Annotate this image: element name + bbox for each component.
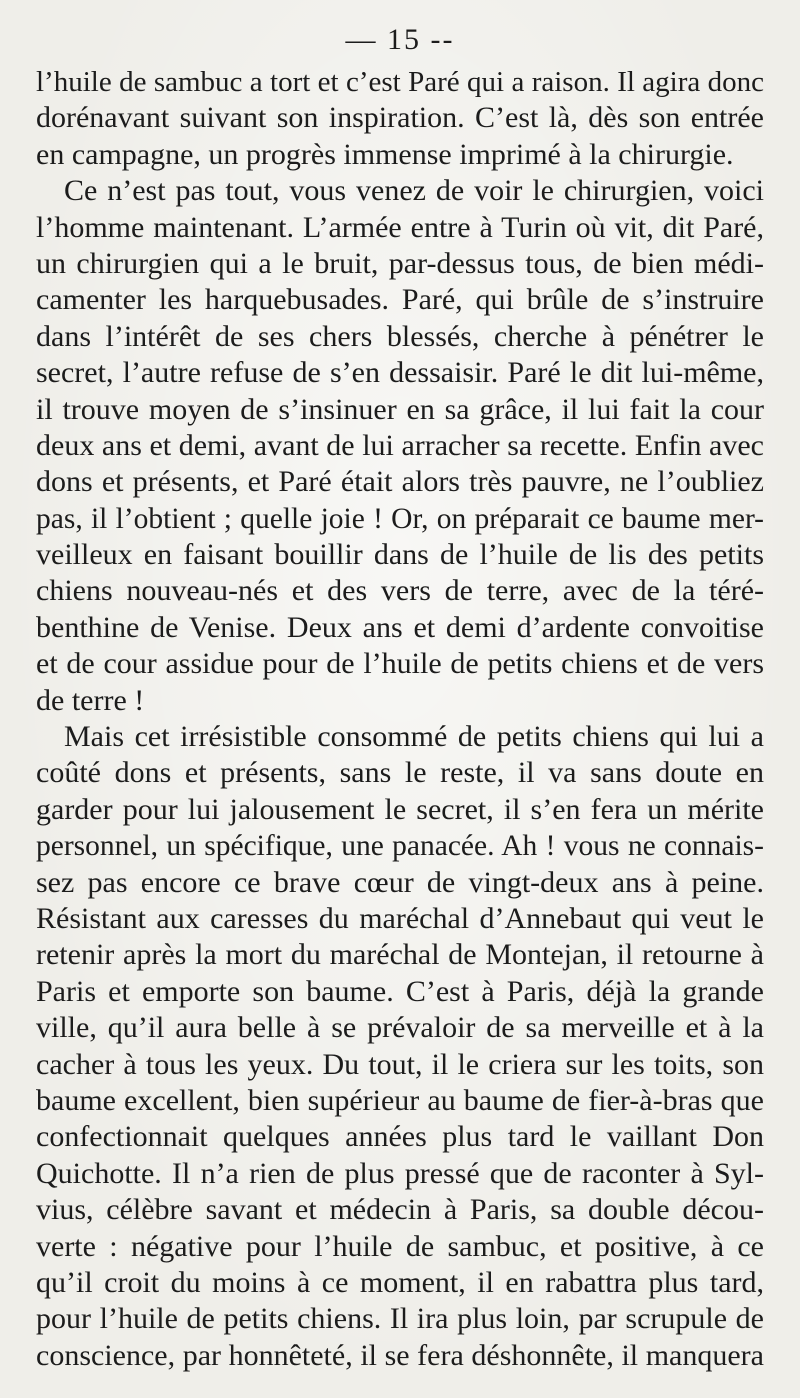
text-line: il trouve moyen de s’insinuer en sa grâce, il lui fait la cour: [36, 392, 764, 426]
text-line: vius, célèbre savant et médecin à Paris, sa double décou-: [36, 1193, 764, 1227]
text-line: camenter les harquebusades. Paré, qui brûle de s’instruire: [36, 283, 764, 317]
text-line: coûté dons et présents, sans le reste, il va sans doute en: [36, 756, 764, 790]
text-line: pas, il l’obtient ; quelle joie ! Or, on préparait ce baume mer-: [36, 502, 764, 535]
page-number: — 15 --: [345, 23, 455, 56]
text-line: conscience, par honnêteté, il se fera déshonnête, il manquera: [36, 1338, 764, 1372]
text-line: Résistant aux caresses du maréchal d’Annebaut qui veut le: [36, 901, 764, 935]
text-line: veilleux en faisant bouillir dans de l’huile de lis des petits: [36, 538, 764, 572]
text-line: Ce n’est pas tout, vous venez de voir le chirurgien, voici: [64, 174, 764, 208]
text-line: verte : négative pour l’huile de sambuc, et positive, à ce: [36, 1229, 764, 1263]
text-line: benthine de Venise. Deux ans et demi d’ardente convoitise: [36, 610, 764, 644]
text-line: l’homme maintenant. L’armée entre à Turin où vit, dit Paré,: [36, 210, 764, 244]
text-line: secret, l’autre refuse de s’en dessaisir. Paré le dit lui-même,: [36, 356, 764, 390]
text-line: l’huile de sambuc a tort et c’est Paré qui a raison. Il agira donc: [36, 66, 764, 98]
text-line: cacher à tous les yeux. Du tout, il le criera sur les toits, son: [36, 1047, 764, 1081]
text-line: retenir après la mort du maréchal de Montejan, il retourne à: [36, 938, 764, 972]
text-line: deux ans et demi, avant de lui arracher sa recette. Enfin avec: [36, 428, 764, 462]
text-line: garder pour lui jalousement le secret, il s’en fera un mérite: [36, 792, 764, 826]
text-line: qu’il croit du moins à ce moment, il en rabattra plus tard,: [36, 1265, 764, 1299]
text-line: personnel, un spécifique, une panacée. Ah ! vous ne connais-: [36, 830, 764, 863]
text-line: Mais cet irrésistible consommé de petits chiens qui lui a: [64, 720, 764, 754]
text-line: un chirurgien qui a le bruit, par-dessus tous, de bien médi-: [36, 246, 764, 280]
text-line: baume excellent, bien supérieur au baume de fier-à-bras que: [36, 1083, 764, 1117]
text-line: confectionnait quelques années plus tard le vaillant Don: [36, 1120, 764, 1154]
text-line: en campagne, un progrès immense imprimé à la chirurgie.: [36, 137, 734, 171]
text-line: sez pas encore ce brave cœur de vingt-deux ans à peine.: [36, 865, 764, 899]
text-line: dons et présents, et Paré était alors très pauvre, ne l’oubliez: [36, 465, 764, 499]
text-line: ville, qu’il aura belle à se prévaloir de sa merveille et à la: [36, 1011, 764, 1045]
body-text: [36, 64, 764, 1374]
text-line: dorénavant suivant son inspiration. C’est là, dès son entrée: [36, 101, 764, 135]
text-line: de terre !: [36, 683, 145, 717]
text-line: chiens nouveau-nés et des vers de terre, avec de la téré-: [36, 574, 764, 608]
text-line: pour l’huile de petits chiens. Il ira plus loin, par scrupule de: [36, 1302, 764, 1336]
text-line: Quichotte. Il n’a rien de plus pressé que de raconter à Syl-: [36, 1156, 764, 1190]
text-line: et de cour assidue pour de l’huile de petits chiens et de vers: [36, 647, 764, 681]
text-line: Paris et emporte son baume. C’est à Paris, déjà la grande: [36, 974, 764, 1008]
text-line: dans l’intérêt de ses chers blessés, cherche à pénétrer le: [36, 319, 764, 353]
